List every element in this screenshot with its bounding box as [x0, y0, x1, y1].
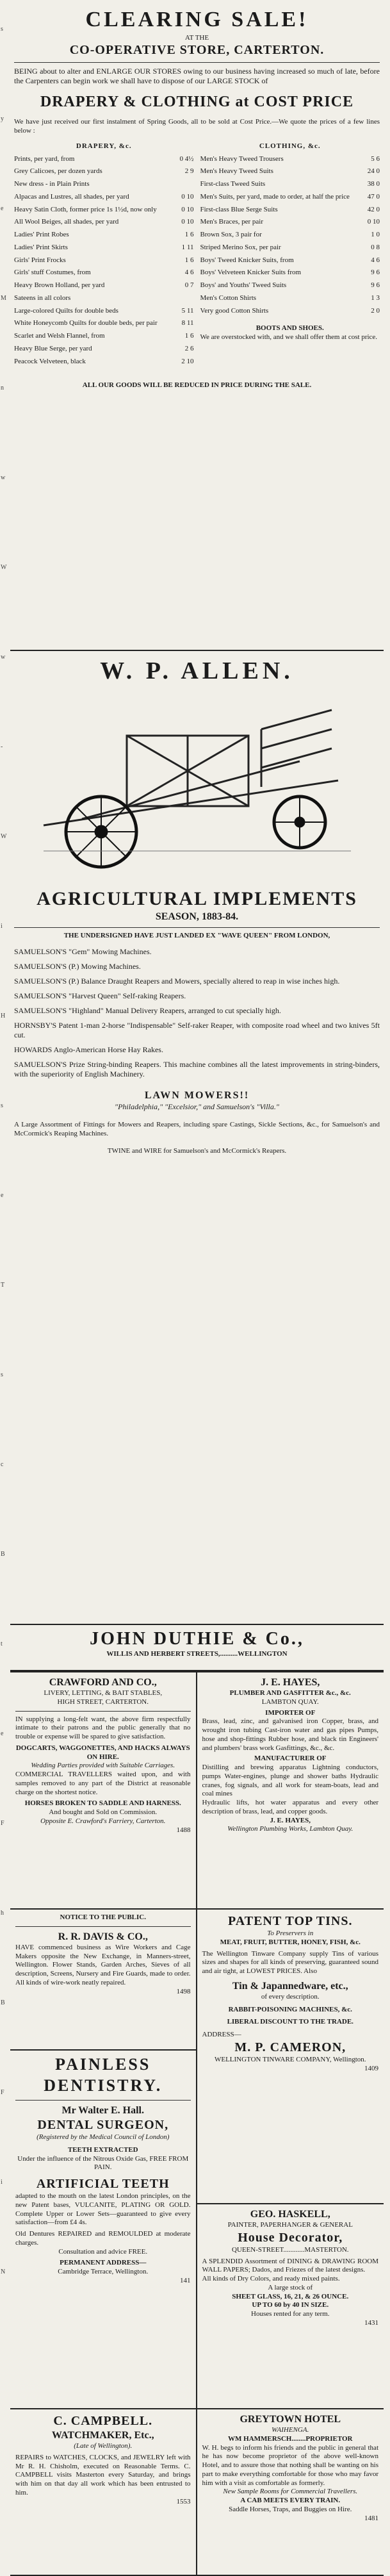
- edge-letter: B: [1, 1999, 5, 2006]
- clothing-item-price: 9 6: [371, 281, 380, 289]
- patent-discount: LIBERAL DISCOUNT TO THE TRADE.: [227, 2018, 353, 2026]
- dentist-title2: DENTISTRY.: [44, 2076, 163, 2095]
- edge-letter: w: [1, 474, 6, 481]
- edge-letter: h: [1, 1910, 4, 1917]
- crawford-travellers: COMMERCIAL TRAVELLERS waited upon, and with samples removed to any part of the District at reasonable charge on the shortest notice.: [15, 1771, 191, 1796]
- implement-item: SAMUELSON'S "Harvest Queen" Self-raking Reapers.: [14, 991, 186, 1000]
- edge-letter: c: [1, 1461, 4, 1468]
- drapery-item: [14, 256, 194, 265]
- edge-letter: T: [1, 1282, 5, 1289]
- clothing-heading: CLOTHING, &c.: [259, 142, 321, 150]
- dentist-street: Cambridge Terrace, Wellington.: [58, 2268, 149, 2275]
- drapery-item: [14, 294, 194, 303]
- patent-wholesale: of every description.: [261, 1992, 320, 2001]
- drapery-item-label: Ladies' Print Robes: [14, 231, 69, 238]
- clothing-column: [200, 142, 380, 370]
- clothing-item-label: Brown Sox, 3 pair for: [200, 231, 262, 238]
- drapery-item-price: 1 11: [181, 243, 194, 251]
- drapery-item-label: All Wool Beiges, all shades, per yard: [14, 218, 119, 226]
- edge-letter: e: [1, 1730, 4, 1737]
- drapery-item-price: 1 6: [184, 332, 194, 340]
- hayes-makes: Distilling and brewing apparatus Lightning conductors, pumps Water-engines, plunge and shower baths Hydraulic cranes, fog signals, and all work for steam-boats, lead and coal mines: [202, 1763, 378, 1798]
- drapery-item-price: 4 6: [184, 268, 194, 277]
- drapery-item: [14, 244, 194, 252]
- clothing-item-price: 47 0: [367, 192, 380, 201]
- hayes-quay: LAMBTON QUAY.: [261, 1697, 319, 1706]
- hayes-hydraulic: Hydraulic lifts, hot water apparatus and every other description of brass, lead, and copper goods.: [202, 1799, 378, 1815]
- drapery-item: [14, 180, 194, 189]
- clothing-item: [200, 206, 380, 215]
- edge-letter: w: [1, 654, 6, 661]
- clothing-item-label: Men's Heavy Tweed Trousers: [200, 154, 284, 163]
- drapery-item-label: Scarlet and Welsh Flannel, from: [14, 332, 105, 340]
- drapery-item: [14, 231, 194, 240]
- clothing-item-label: First-class Tweed Suits: [200, 180, 266, 188]
- hayes-signature: J. E. HAYES,: [270, 1816, 311, 1824]
- small-ads-grid: [10, 1671, 384, 2576]
- clothing-item: [200, 307, 380, 316]
- drapery-item-label: Heavy Blue Serge, per yard: [14, 344, 92, 352]
- drapery-item: [14, 268, 194, 277]
- drapery-item: [14, 155, 194, 164]
- drapery-item: [14, 358, 194, 367]
- drapery-item-price: 1 6: [184, 231, 194, 238]
- drapery-column: [14, 142, 194, 370]
- edge-letter: t: [1, 1640, 3, 1647]
- dentist-registered: (Registered by the Medical Council of London): [37, 2133, 170, 2141]
- implement-item: HOWARDS Anglo-American Horse Hay Rakes.: [14, 1044, 163, 1054]
- drapery-item-price: 2 9: [184, 167, 194, 176]
- crawford-wedding: Wedding Parties provided with Suitable Carriages.: [31, 1762, 175, 1770]
- haskell-glass: SHEET GLASS, 16, 21, & 26 OUNCE.: [232, 2292, 349, 2300]
- campbell-ref: 1553: [176, 2497, 191, 2506]
- drapery-item-price: 0 4½: [179, 154, 194, 163]
- drapery-item-price: 2 10: [181, 357, 194, 365]
- campbell-name: C. CAMPBELL.: [53, 2414, 153, 2428]
- drapery-item: [14, 218, 194, 227]
- edge-letter: B: [1, 1551, 5, 1558]
- edge-letter: W: [1, 833, 7, 840]
- drapery-heading: DRAPERY, &c.: [76, 142, 132, 150]
- duthie-ad: [10, 1625, 384, 1671]
- campbell-body: REPAIRS to WATCHES, CLOCKS, and JEWELRY left with Mr R. H. Chisholm, executed on Reasonable Terms. C. CAMPBELL visits Masterton every Saturday, and brings with him on that day all work which has been entrusted to him.: [15, 2453, 191, 2497]
- clothing-item-label: Striped Merino Sox, per pair: [200, 243, 281, 251]
- edge-letter: i: [1, 923, 3, 930]
- clothing-item-label: Boys' and Youths' Tweed Suits: [200, 281, 287, 289]
- patent-company: WELLINGTON TINWARE COMPANY, Wellington.: [214, 2055, 366, 2063]
- greytown-coach: A CAB MEETS EVERY TRAIN.: [240, 2497, 341, 2504]
- davis-ad: [10, 1910, 197, 2051]
- greytown-place: WAIHENGA.: [272, 2426, 309, 2434]
- drapery-item-price: 5 11: [181, 306, 194, 315]
- clearing-headline: DRAPERY & CLOTHING at COST PRICE: [40, 94, 354, 111]
- clothing-item: [200, 218, 380, 227]
- hayes-ad: [197, 1672, 384, 1910]
- clearing-sale-ad: [10, 4, 384, 651]
- drapery-item: [14, 307, 194, 316]
- drapery-item: [14, 193, 194, 202]
- twine: TWINE and WIRE for Samuelson's and McCormick's Reapers.: [107, 1147, 287, 1155]
- drapery-item-label: Heavy Brown Holland, per yard: [14, 281, 105, 289]
- drapery-item: [14, 281, 194, 290]
- crawford-buy: And bought and Sold on Commission.: [49, 1808, 158, 1816]
- patent-rabbit: RABBIT-POISONING MACHINES, &c.: [228, 2005, 352, 2013]
- duthie-name: JOHN DUTHIE & Co.,: [90, 1629, 304, 1649]
- dentist-ref: 141: [180, 2276, 191, 2284]
- edge-letter: i: [1, 2179, 3, 2186]
- dentist-mr: Mr Walter E. Hall.: [61, 2105, 144, 2116]
- drapery-item: [14, 167, 194, 176]
- hayes-imports: Brass, lead, zinc, and galvanised iron Copper, brass, and wrought iron tubing Cast-iron water and gas pipes Pumps, hose and shop-fittings Rubber hose, and black tin Engineers' and plumbers' brass work Gasfittings, &c., &c.: [202, 1717, 378, 1752]
- crawford-opposite: Opposite E. Crawford's Farriery, Carterton.: [40, 1817, 166, 1825]
- clothing-item-price: 0 10: [367, 218, 380, 226]
- drapery-item-label: White Honeycomb Quilts for double beds, per pair: [14, 319, 158, 327]
- greytown-rooms: New Sample Rooms for Commercial Travellers.: [223, 2488, 358, 2496]
- drapery-item-label: New dress - in Plain Prints: [14, 180, 90, 188]
- drapery-item-price: 0 10: [181, 192, 194, 201]
- patent-ref: 1409: [364, 2064, 378, 2072]
- davis-ref: 1498: [176, 1987, 191, 1995]
- clothing-item-price: 5 6: [371, 154, 380, 163]
- haskell-name: GEO. HASKELL,: [250, 2209, 330, 2220]
- edge-letter: s: [1, 1371, 3, 1378]
- davis-name: R. R. DAVIS & CO.,: [58, 1931, 148, 1942]
- drapery-item-label: Girls' Print Frocks: [14, 256, 66, 264]
- haskell-street: QUEEN-STREET............MASTERTON.: [231, 2245, 349, 2254]
- clothing-item-price: 1 3: [371, 293, 380, 302]
- campbell-trade: WATCHMAKER, Etc.,: [51, 2430, 154, 2441]
- haskell-sizes: UP TO 60 by 40 IN SIZE.: [252, 2301, 329, 2309]
- clothing-item: [200, 281, 380, 290]
- patent-tin: Tin & Japannedware, etc.,: [232, 1980, 348, 1992]
- implement-item: SAMUELSON'S (P.) Balance Draught Reapers and Mowers, specially altered to reap in wise inches high.: [14, 976, 340, 986]
- dentist-artificial: ARTIFICIAL TEETH: [36, 2177, 170, 2191]
- implement-item: SAMUELSON'S Prize String-binding Reapers. This machine combines all the latest improvements in string-binders, with the superiority of English Machinery.: [14, 1059, 380, 1078]
- drapery-item-price: 0 10: [181, 205, 194, 213]
- drapery-item: [14, 332, 194, 341]
- edge-letter: e: [1, 205, 4, 212]
- dentist-teeth: TEETH EXTRACTED: [67, 2145, 138, 2154]
- patent-title: PATENT TOP TINS.: [228, 1914, 353, 1928]
- clothing-item: [200, 167, 380, 176]
- clothing-item-price: 42 0: [367, 205, 380, 213]
- edge-letter: s: [1, 1102, 3, 1109]
- clothing-item-price: 4 6: [371, 256, 380, 264]
- edge-letter: H: [1, 1012, 6, 1020]
- patent-address: ADDRESS—: [202, 2031, 241, 2038]
- clearing-intro: BEING about to alter and ENLARGE OUR STORES owing to our business having increased so much of late, before the Carpenters can begin work we shall have to dispose of our LARGE STOCK of: [14, 67, 380, 86]
- haskell-body: A SPLENDID Assortment of DINING & DRAWING ROOM WALL PAPERS; Dados, and Friezes of the latest designs.: [202, 2257, 378, 2274]
- drapery-item: [14, 206, 194, 215]
- patent-tins-ad: [197, 1910, 384, 2204]
- at-the: AT THE: [184, 33, 209, 42]
- dentist-dental: DENTAL SURGEON,: [37, 2118, 169, 2132]
- implement-item: HORNSBY'S Patent 1-man 2-horse "Indispensable" Self-raker Reaper, with composite road wheel and two knives 5ft cut.: [14, 1020, 380, 1039]
- edge-letter: y: [1, 115, 4, 122]
- boots-heading: BOOTS AND SHOES.: [256, 324, 324, 333]
- drapery-item-label: Large-colored Quilts for double beds: [14, 306, 118, 315]
- crawford-vehicles: DOGCARTS, WAGGONETTES, AND HACKS ALWAYS ON HIRE.: [15, 1744, 190, 1761]
- clearing-footer: ALL OUR GOODS WILL BE REDUCED IN PRICE DURING THE SALE.: [82, 381, 312, 390]
- drapery-item-price: 0 7: [184, 281, 194, 289]
- drapery-item-price: 2 6: [184, 344, 194, 352]
- haskell-dry: All kinds of Dry Colors, and ready mixed paints.: [202, 2275, 340, 2283]
- allen-ad: [10, 651, 384, 1625]
- store-name: CO-OPERATIVE STORE, CARTERTON.: [69, 43, 325, 58]
- patent-body: The Wellington Tinware Company supply Tins of various sizes and shapes for all kinds of preserving, guaranteed sound and air tight, at LOWEST PRICES. Also: [202, 1949, 378, 1975]
- duthie-address: WILLIS AND HERBERT STREETS,..........WELLINGTON: [106, 1650, 288, 1658]
- clothing-item-price: 9 6: [371, 268, 380, 277]
- greytown-hire: Saddle Horses, Traps, and Buggies on Hire.: [229, 2505, 352, 2513]
- clothing-item-price: 38 0: [367, 180, 380, 188]
- haskell-stock: A large stock of: [268, 2283, 313, 2291]
- drapery-item-label: Alpacas and Lustres, all shades, per yard: [14, 192, 129, 201]
- clothing-list: [200, 155, 380, 316]
- dentist-permanent: PERMANENT ADDRESS—: [60, 2259, 147, 2267]
- lawn-mowers: "Philadelphia," "Excelsior," and Samuelson's "Villa.": [115, 1102, 279, 1111]
- landed: THE UNDERSIGNED HAVE JUST LANDED EX "WAVE QUEEN" FROM LONDON,: [63, 932, 330, 939]
- edge-letter: F: [1, 1820, 4, 1827]
- clothing-item-label: Boys' Velveteen Knicker Suits from: [200, 268, 302, 277]
- season: SEASON, 1883-84.: [155, 911, 239, 922]
- clothing-item: [200, 268, 380, 277]
- crawford-ad: [10, 1672, 197, 1910]
- implement-item: SAMUELSON'S (P.) Mowing Machines.: [14, 961, 141, 971]
- hayes-trade: PLUMBER AND GASFITTER &c., &c.: [229, 1689, 351, 1697]
- clothing-item-label: First-class Blue Serge Suits: [200, 205, 278, 213]
- haskell-trade: PAINTER, PAPERHANGER & GENERAL: [227, 2221, 353, 2229]
- clothing-item: [200, 294, 380, 303]
- clothing-item-label: Boys' Tweed Knicker Suits, from: [200, 256, 294, 264]
- clothing-item: [200, 193, 380, 202]
- campbell-ad: [10, 2409, 197, 2576]
- hayes-foundry: Wellington Plumbing Works, Lambton Quay.: [227, 1825, 353, 1833]
- clothing-item-label: Men's Cotton Shirts: [200, 293, 257, 302]
- agricultural-implements: AGRICULTURAL IMPLEMENTS: [37, 888, 357, 909]
- crawford-ref: 1488: [176, 1826, 191, 1834]
- clearing-sale-title: CLEARING SALE!: [85, 8, 309, 31]
- drapery-item-label: Girls' stuff Costumes, from: [14, 268, 91, 277]
- clothing-item: [200, 231, 380, 240]
- patent-to: To Preservers in: [267, 1929, 314, 1937]
- dentist-ad: [10, 2051, 197, 2409]
- dentist-consult: Consultation and advice FREE.: [58, 2247, 148, 2256]
- edge-letter: n: [1, 384, 4, 392]
- crawford-horses: HORSES BROKEN TO SADDLE AND HARNESS.: [24, 1799, 181, 1808]
- drapery-item-label: Peacock Velveteen, black: [14, 357, 86, 365]
- davis-body: HAVE commenced business as Wire Workers and Cage Makers opposite the New Exchange, in Manners-street, Wellington. Flower Stands, Garden Arches, Sieves of all description, Screens, Nursery and Fire Guards, made to order. All kinds of wire-work neatly repaired.: [15, 1943, 191, 1986]
- lawn-mowers-heading: LAWN MOWERS!!: [144, 1089, 250, 1101]
- greytown-name: WM HAMMERSCH........PROPRIETOR: [228, 2434, 353, 2443]
- allen-name: W. P. ALLEN.: [100, 657, 294, 684]
- patent-cameron: M. P. CAMERON,: [234, 2040, 346, 2054]
- davis-notice: NOTICE TO THE PUBLIC.: [60, 1913, 146, 1921]
- clothing-item-price: 24 0: [367, 167, 380, 176]
- drapery-item: [14, 319, 194, 328]
- campbell-late: (Late of Wellington).: [74, 2442, 133, 2450]
- crawford-name: CRAWFORD AND CO.,: [49, 1677, 157, 1688]
- hayes-importer: IMPORTER OF: [265, 1708, 316, 1717]
- patent-meat: MEAT, FRUIT, BUTTER, HONEY, FISH, &c.: [220, 1938, 361, 1946]
- clothing-item-price: 2 0: [371, 306, 380, 315]
- hayes-manufacturer: MANUFACTURER OF: [254, 1754, 327, 1763]
- haskell-house: House Decorator,: [238, 2230, 343, 2245]
- clothing-item-label: Men's Braces, per pair: [200, 218, 264, 226]
- drapery-item-label: Sateens in all colors: [14, 293, 71, 302]
- clearing-received: We have just received our first instalment of Spring Goods, all to be sold at Cost Price.—We quote the prices of a few lines below :: [14, 118, 380, 135]
- edge-letter: N: [1, 2268, 6, 2275]
- haskell-ref: 1431: [364, 2318, 378, 2327]
- haskell-ad: [197, 2204, 384, 2409]
- implement-item: SAMUELSON'S "Gem" Mowing Machines.: [14, 946, 152, 956]
- crawford-address: HIGH STREET, CARTERTON.: [57, 1697, 149, 1706]
- clothing-item: [200, 180, 380, 189]
- clothing-item: [200, 155, 380, 164]
- greytown-body: W. H. begs to inform his friends and the public in general that he has now become proprietor of the above well-known Hotel, and to assure those that nothing shall be wanting on his part to make everything comfortable for those who may favor him with a visit as comfortable as formerly.: [202, 2443, 378, 2487]
- boots-text: We are overstocked with, and we shall offer them at cost price.: [200, 333, 378, 341]
- drapery-item-price: 0 10: [181, 218, 194, 226]
- hayes-name: J. E. HAYES,: [261, 1677, 320, 1688]
- edge-letter: s: [1, 26, 3, 33]
- clothing-item-price: 1 0: [371, 231, 380, 238]
- edge-letter: -: [1, 743, 3, 750]
- edge-letter: F: [1, 2089, 4, 2096]
- implement-item: SAMUELSON'S "Highland" Manual Delivery Reapers, arranged to cut specially high.: [14, 1005, 281, 1015]
- dentist-body: Under the influence of the Nitrous Oxide Gas, FREE FROM PAIN.: [17, 2154, 189, 2172]
- greytown-ad: [197, 2409, 384, 2576]
- drapery-item-label: Grey Calicoes, per dozen yards: [14, 167, 102, 176]
- greytown-title: GREYTOWN HOTEL: [240, 2414, 341, 2425]
- implement-list: [14, 947, 380, 1079]
- crawford-body: IN supplying a long-felt want, the above firm respectfully intimate to their patrons and the public generally that no trouble or expense will be spared to give satisfaction.: [15, 1715, 191, 1740]
- drapery-list: [14, 155, 194, 367]
- left-edge-fragments: [0, 0, 6, 2472]
- drapery-item: [14, 345, 194, 354]
- reaper-illustration: [31, 691, 364, 883]
- haskell-houses: Houses rented for any term.: [251, 2310, 330, 2318]
- edge-letter: M: [1, 295, 6, 302]
- drapery-item-label: Heavy Satin Cloth, former price 1s 1½d, now only: [14, 205, 157, 213]
- clothing-item: [200, 244, 380, 252]
- spares: A Large Assortment of Fittings for Mowers and Reapers, including spare Castings, Sickle Sections, &c., for Samuelson's and McCormick's Reaping Machines.: [14, 1120, 380, 1137]
- dentist-title1: PAINLESS: [55, 2055, 151, 2074]
- drapery-item-label: Prints, per yard, from: [14, 154, 75, 163]
- dentist-art-body: adapted to the mouth on the latest London principles, on the new Patent bases, VULCANITE, PLATING OR GOLD. Complete Upper or Lower Sets—guaranteed to give every satisfaction—from £4 4s.: [15, 2192, 191, 2227]
- dentist-repairs: Old Dentures REPAIRED and REMOULDED at moderate charges.: [15, 2230, 191, 2247]
- edge-letter: e: [1, 1192, 4, 1199]
- drapery-item-label: Ladies' Print Skirts: [14, 243, 68, 251]
- drapery-item-price: 1 6: [184, 256, 194, 264]
- clothing-item-price: 0 8: [371, 243, 380, 251]
- clothing-item: [200, 256, 380, 265]
- drapery-item-price: 8 11: [181, 319, 194, 327]
- greytown-ref: 1481: [364, 2514, 378, 2522]
- clothing-item-label: Men's Heavy Tweed Suits: [200, 167, 273, 176]
- crawford-trades: LIVERY, LETTING, & BAIT STABLES,: [44, 1689, 163, 1697]
- clothing-item-label: Very good Cotton Shirts: [200, 306, 269, 315]
- clothing-item-label: Men's Suits, per yard, made to order, at half the price: [200, 192, 350, 201]
- edge-letter: W: [1, 564, 7, 571]
